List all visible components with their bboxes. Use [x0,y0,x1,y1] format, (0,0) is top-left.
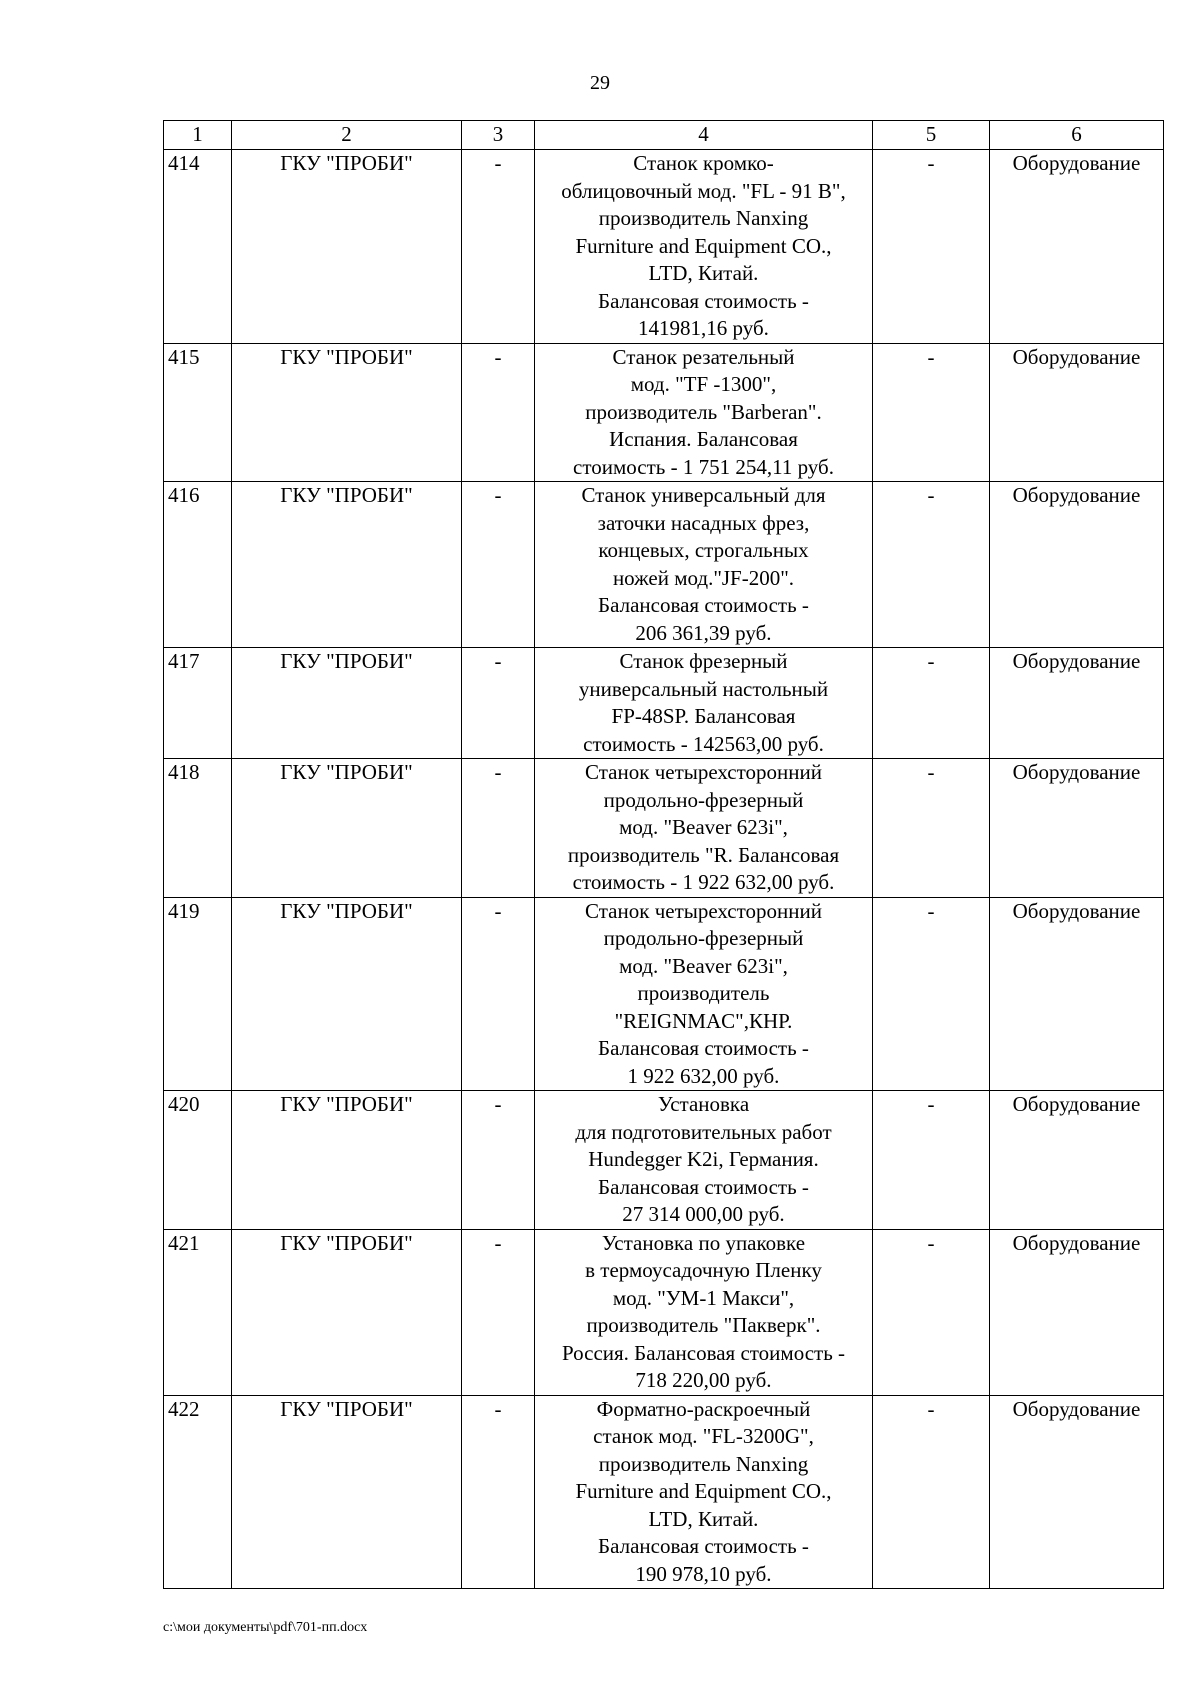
row-number-cell: 415 [164,343,232,482]
holder-cell: ГКУ "ПРОБИ" [232,897,462,1091]
row-number-cell: 420 [164,1091,232,1230]
description-line: стоимость - 142563,00 руб. [583,731,824,756]
column-5-cell: - [873,1395,990,1589]
row-number-cell: 417 [164,648,232,759]
description-line: Балансовая стоимость - [598,593,809,617]
table-row [164,1395,1164,1589]
description-line: производитель Nanxing [598,1451,809,1476]
description-line: Станок кромко- [633,151,774,175]
row-number-cell: 419 [164,897,232,1091]
description-line: в термоусадочную Пленку [585,1258,822,1282]
description-line: Станок четырехсторонний [585,898,822,923]
holder-cell: ГКУ "ПРОБИ" [232,648,462,759]
description-cell [535,1229,873,1395]
description-line: 27 314 000,00 руб. [622,1202,785,1226]
property-type-cell: Оборудование [990,648,1164,759]
column-header: 6 [990,121,1164,150]
property-type-cell: Оборудование [990,759,1164,898]
description-line: Балансовая стоимость - [598,1036,809,1060]
property-type-cell: Оборудование [990,1091,1164,1230]
property-type-cell: Оборудование [990,1229,1164,1395]
table-row [164,648,1164,759]
description-line: Установка по упаковке [601,1230,806,1255]
description-line: Балансовая стоимость - [598,1534,809,1558]
description-line: Станок универсальный для [581,483,826,507]
description-line: 141981,16 руб. [638,316,769,340]
property-type-cell: Оборудование [990,897,1164,1091]
column-3-cell: - [462,648,535,759]
holder-cell: ГКУ "ПРОБИ" [232,1229,462,1395]
description-cell [535,759,873,898]
description-line: продольно-фрезерный [603,926,804,950]
description-line: концевых, строгальных [598,538,809,562]
table-header-row [164,121,1164,150]
description-line: универсальный настольный [578,676,829,701]
holder-cell: ГКУ "ПРОБИ" [232,482,462,648]
column-3-cell: - [462,759,535,898]
description-line: 206 361,39 руб. [635,620,772,645]
row-number-cell: 422 [164,1395,232,1589]
description-line: Станок фрезерный [619,649,788,673]
row-number-cell: 421 [164,1229,232,1395]
holder-cell: ГКУ "ПРОБИ" [232,343,462,482]
table-row [164,759,1164,898]
description-line: Станок четырехсторонний [585,760,822,784]
column-3-cell: - [462,1395,535,1589]
description-line: для подготовительных работ [575,1119,832,1144]
holder-cell: ГКУ "ПРОБИ" [232,1091,462,1230]
column-3-cell: - [462,1091,535,1230]
description-line: FP-48SP. Балансовая [611,704,796,728]
table-row [164,343,1164,482]
description-line: Форматно-раскроечный [596,1396,811,1421]
footer-file-path: c:\мои документы\pdf\701-пп.docx [163,1620,368,1635]
column-3-cell: - [462,1229,535,1395]
description-line: "REIGNMAC",КНР. [614,1008,793,1033]
table-body [164,150,1164,1589]
column-3-cell: - [462,343,535,482]
property-type-cell: Оборудование [990,1395,1164,1589]
description-line: стоимость - 1 922 632,00 руб. [572,870,835,894]
column-header: 3 [462,121,535,150]
page-number: 29 [590,72,610,94]
description-line: Furniture and Equipment CO., [575,233,832,258]
description-cell [535,1395,873,1589]
column-3-cell: - [462,482,535,648]
description-line: Hundegger K2i, Германия. [588,1147,819,1171]
column-header: 2 [232,121,462,150]
column-5-cell: - [873,759,990,898]
description-line: станок мод. "FL-3200G", [593,1424,814,1448]
table-row [164,897,1164,1091]
description-line: Балансовая стоимость - [598,288,809,313]
description-cell [535,648,873,759]
row-number-cell: 414 [164,150,232,344]
property-type-cell: Оборудование [990,482,1164,648]
description-line: Испания. Балансовая [609,427,798,451]
column-5-cell: - [873,648,990,759]
description-line: мод. "УМ-1 Макси", [612,1285,795,1310]
description-line: мод. "Beaver 623i", [619,815,788,839]
table-row [164,1229,1164,1395]
holder-cell: ГКУ "ПРОБИ" [232,150,462,344]
description-line: Furniture and Equipment CO., [575,1479,832,1503]
column-5-cell: - [873,897,990,1091]
description-line: Россия. Балансовая стоимость - [561,1340,846,1365]
description-line: Балансовая стоимость - [598,1174,809,1199]
table-row [164,482,1164,648]
description-line: облицовочный мод. "FL - 91 B", [561,178,846,203]
description-line: 718 220,00 руб. [635,1368,772,1392]
column-5-cell: - [873,1091,990,1230]
row-number-cell: 418 [164,759,232,898]
column-5-cell: - [873,1229,990,1395]
column-3-cell: - [462,150,535,344]
description-line: 1 922 632,00 руб. [627,1063,780,1088]
property-type-cell: Оборудование [990,343,1164,482]
description-line: LTD, Китай. [648,261,759,285]
description-line: Установка [657,1092,750,1116]
description-line: Станок резательный [612,344,795,369]
description-line: LTD, Китай. [648,1506,759,1531]
table-row [164,1091,1164,1230]
column-5-cell: - [873,343,990,482]
description-line: 190 978,10 руб. [635,1561,772,1586]
description-line: стоимость - 1 751 254,11 руб. [573,454,834,479]
column-5-cell: - [873,482,990,648]
description-line: производитель "Barberan". [585,399,822,424]
column-5-cell: - [873,150,990,344]
column-header: 5 [873,121,990,150]
description-cell [535,1091,873,1230]
description-line: производитель Nanxing [598,206,809,230]
description-cell [535,150,873,344]
holder-cell: ГКУ "ПРОБИ" [232,759,462,898]
description-line: производитель [637,981,770,1005]
column-3-cell: - [462,897,535,1091]
description-line: продольно-фрезерный [603,787,804,812]
description-line: производитель "R. Балансовая [567,842,840,867]
column-header: 1 [164,121,232,150]
property-type-cell: Оборудование [990,150,1164,344]
row-number-cell: 416 [164,482,232,648]
description-line: мод. "TF -1300", [630,372,777,396]
description-line: мод. "Beaver 623i", [619,953,788,978]
description-cell [535,482,873,648]
description-line: ножей мод."JF-200". [612,565,795,590]
description-cell [535,343,873,482]
description-line: заточки насадных фрез, [597,510,810,535]
property-registry-table [163,120,1164,1589]
description-line: производитель "Пакверк". [586,1313,821,1337]
description-cell [535,897,873,1091]
holder-cell: ГКУ "ПРОБИ" [232,1395,462,1589]
table-row [164,150,1164,344]
column-header: 4 [535,121,873,150]
